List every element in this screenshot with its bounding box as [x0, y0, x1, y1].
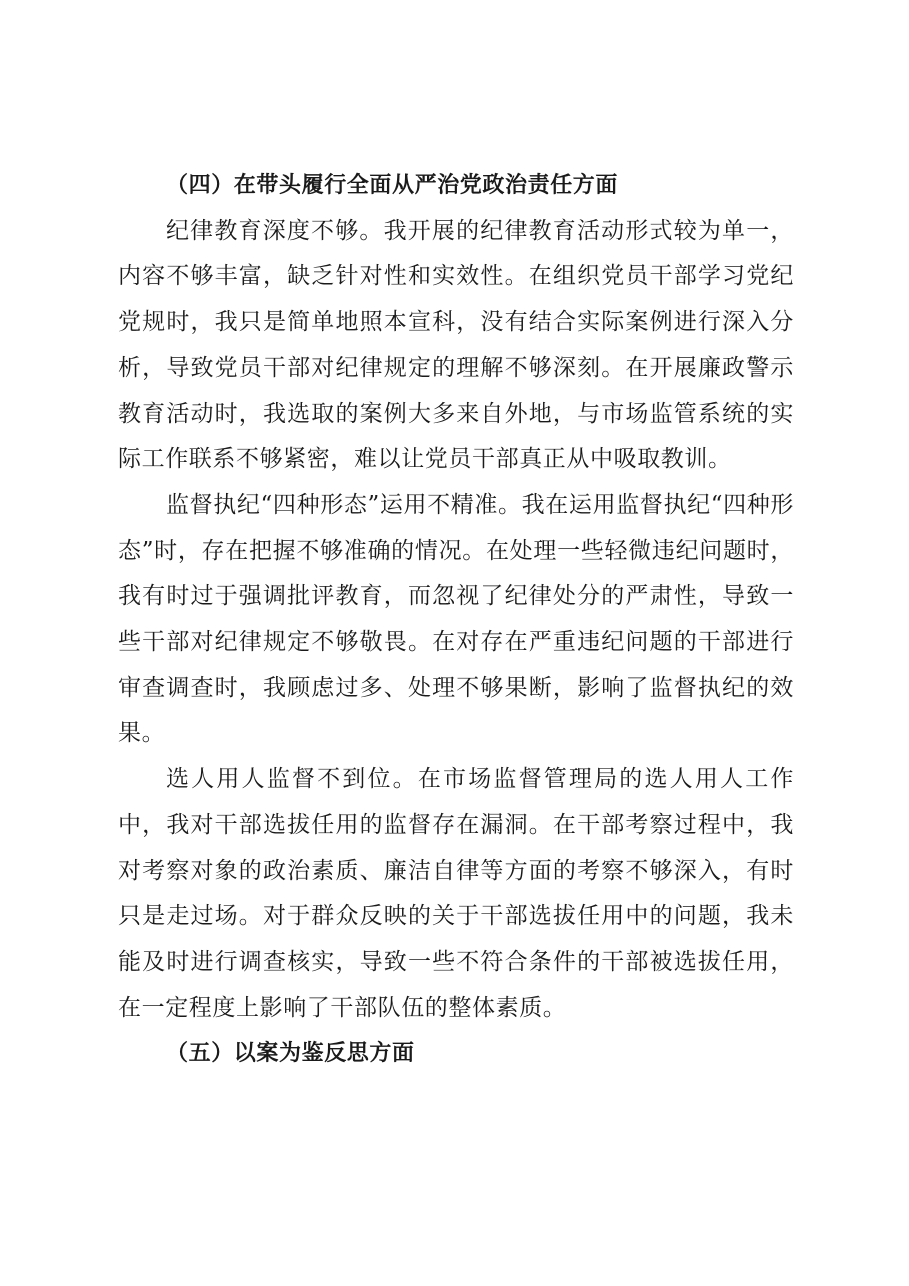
- paragraph-four-forms: 监督执纪“四种形态”运用不精准。我在运用监督执纪“四种形态”时，存在把握不够准确的情况。在处理一些轻微违纪问题时，我有时过于强调批评教育，而忽视了纪律处分的严肃性，导致一些干部对纪律规定不够敬畏。在对存在严重违纪问题的干部进行审查调查时，我顾虑过多、处理不够果断，影响了监督执纪的效果。: [118, 491, 794, 747]
- paragraph-personnel-supervision: 选人用人监督不到位。在市场监督管理局的选人用人工作中，我对干部选拔任用的监督存在漏洞。在干部考察过程中，我对考察对象的政治素质、廉洁自律等方面的考察不够深入，有时只是走过场。对于群众反映的关于干部选拔任用中的问题，我未能及时进行调查核实，导致一些不符合条件的干部被选拔任用，在一定程度上影响了干部队伍的整体素质。: [118, 766, 794, 1021]
- section-heading-4: （四）在带头履行全面从严治党政治责任方面: [166, 173, 619, 198]
- document-body: [118, 163, 794, 1077]
- paragraph-discipline-education: 纪律教育深度不够。我开展的纪律教育活动形式较为单一，内容不够丰富，缺乏针对性和实效性。在组织党员干部学习党纪党规时，我只是简单地照本宣科，没有结合实际案例进行深入分析，导致党员干部对纪律规定的理解不够深刻。在开展廉政警示教育活动时，我选取的案例大多来自外地，与市场监管系统的实际工作联系不够紧密，难以让党员干部真正从中吸取教训。: [118, 217, 794, 473]
- section-heading-5: （五）以案为鉴反思方面: [166, 1041, 415, 1067]
